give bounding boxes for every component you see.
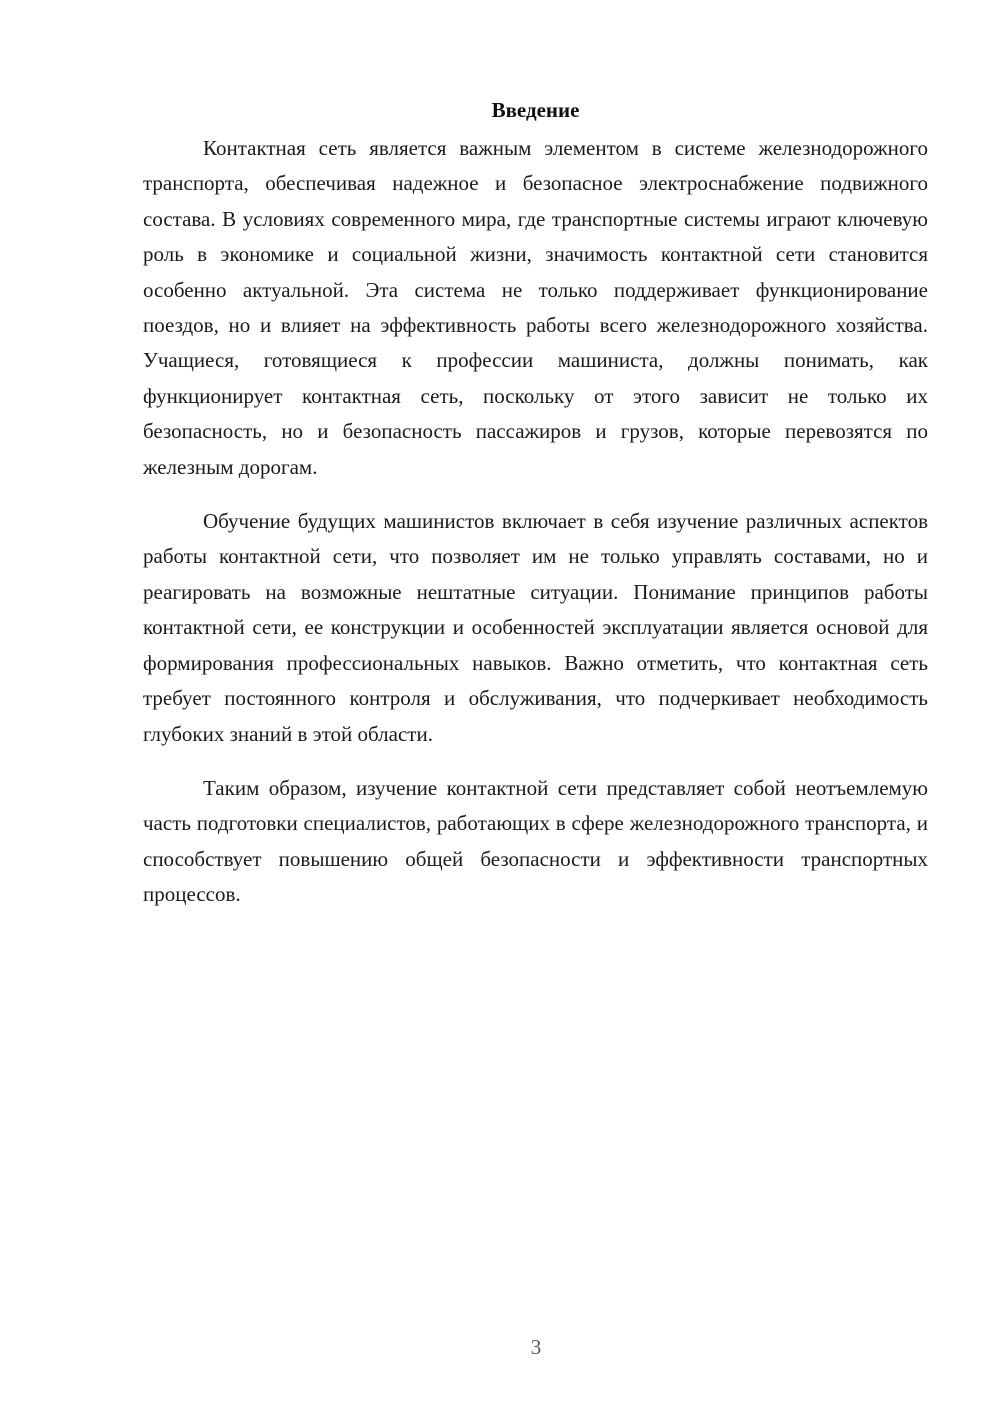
section-heading: Введение: [491, 98, 580, 122]
page-content: [143, 92, 928, 913]
paragraph-3: Таким образом, изучение контактной сети представляет собой неотъемлемую часть подготовки специалистов, работающих в сфере железнодорожного транспорта, и способствует повышению общей безопасности и эффективности транспортных процессов.: [143, 775, 928, 907]
page-number: 3: [530, 1335, 542, 1359]
paragraph-2: Обучение будущих машинистов включает в себя изучение различных аспектов работы контактной сети, что позволяет им не только управлять составами, но и реагировать на возможные нештатные ситуации. Понимание принципов работы контактной сети, ее конструкции и особенностей эксплуатации является основой для формирования профессиональных навыков. Важно отметить, что контактная сеть требует постоянного контроля и обслуживания, что подчеркивает необходимость глубоких знаний в этой области.: [143, 509, 928, 746]
paragraph-1: Контактная сеть является важным элементом в системе железнодорожного транспорта, обеспечивая надежное и безопасное электроснабжение подвижного состава. В условиях современного мира, где транспортные системы играют ключевую роль в экономике и социальной жизни, значимость контактной сети становится особенно актуальной. Эта система не только поддерживает функционирование поездов, но и влияет на эффективность работы всего железнодорожного хозяйства. Учащиеся, готовящиеся к профессии машиниста, должны понимать, как функционирует контактная сеть, поскольку от этого зависит не только их безопасность, но и безопасность пассажиров и грузов, которые перевозятся по железным дорогам.: [143, 136, 928, 479]
